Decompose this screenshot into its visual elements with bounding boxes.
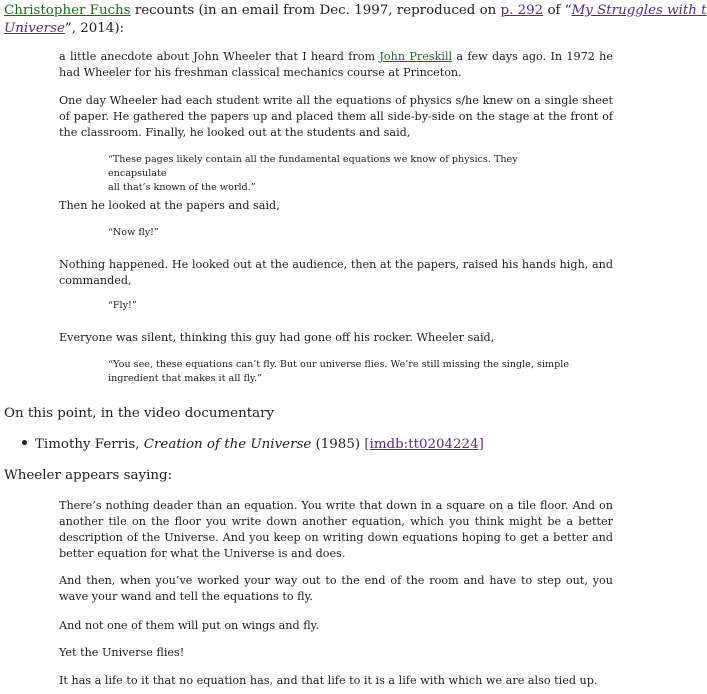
documentary-author: Timothy Ferris, (35, 437, 144, 452)
fuchs-p1-before: a little anecdote about John Wheeler that I heard from (59, 50, 380, 63)
inner-quote-pages-line-1: “These pages likely contain all the fundamental equations we know of physics. They encapsulate (108, 154, 518, 179)
preskill-link[interactable]: John Preskill (379, 50, 453, 63)
intro-of-text: of “ (543, 3, 572, 18)
wheeler-appears-paragraph: Wheeler appears saying: (4, 468, 173, 483)
wheeler-paragraph-4: Yet the Universe flies! (59, 646, 185, 659)
intro-paragraph (4, 2, 707, 38)
inner-quote-pages-line-2: all that’s known of the world.” (108, 182, 256, 193)
fuchs-paragraph-3: Then he looked at the papers and said, (59, 199, 280, 212)
fuchs-paragraph-1 (59, 49, 613, 81)
documentary-list-item (22, 436, 484, 454)
bullet-dot-icon (22, 440, 27, 445)
fuchs-paragraph-2: One day Wheeler had each student write all the equations of physics s/he knew on a single sheet of paper. He gathered the papers up and placed them all side-by-side on the stage at the front of the classroom. Finally, he looked out at the students and said, (59, 94, 613, 139)
inner-quote-universe-line-1: “You see, these equations can’t fly. But our universe flies. We’re still missing the single, simple (108, 359, 569, 370)
intro-tail-text: ”, 2014): (64, 21, 125, 36)
inner-quote-fly: “Fly!” (108, 300, 137, 311)
imdb-link[interactable]: [imdb:tt0204224] (364, 437, 484, 452)
intro-line-1 (4, 2, 707, 20)
wheeler-paragraph-1: There’s nothing deader than an equation. You write that down in a square on a tile floor. And on another tile on the floor you write down another equation, which you think might be a better description of the Universe. And you keep on writing down equations hoping to get a better and better equation for what the Universe is and does. (59, 499, 613, 560)
documentary-year: (1985) (311, 437, 365, 452)
inner-quote-universe-line-2: ingredient that makes it all fly.” (108, 373, 262, 384)
fuchs-paragraph-4: Nothing happened. He looked out at the audience, then at the papers, raised his hands high, and commanded, (59, 258, 613, 287)
book-link-continued[interactable]: Universe (4, 21, 65, 36)
inner-quote-universe-flies (108, 358, 578, 386)
wheeler-paragraph-5: It has a life to it that no equation has, and that life to it is a life with which we are also tied up. (59, 674, 598, 687)
page-link[interactable]: p. 292 (500, 3, 544, 18)
author-link[interactable]: Christopher Fuchs (4, 3, 131, 18)
fuchs-paragraph-5: Everyone was silent, thinking this guy had gone off his rocker. Wheeler said, (59, 331, 495, 344)
wheeler-paragraph-3: And not one of them will put on wings and fly. (59, 619, 320, 632)
on-this-point-paragraph: On this point, in the video documentary (4, 406, 275, 421)
book-link[interactable]: My Struggles with t (571, 3, 707, 18)
wheeler-paragraph-2: And then, when you’ve worked your way out to the end of the room and have to step out, you wave your wand and tell the equations to fly. (59, 574, 613, 603)
intro-recounts-text: recounts (in an email from Dec. 1997, reproduced on (130, 3, 501, 18)
inner-quote-pages (108, 153, 578, 195)
inner-quote-now-fly: “Now fly!” (108, 227, 159, 238)
intro-line-2 (4, 20, 644, 38)
documentary-title: Creation of the Universe (143, 437, 312, 452)
fuchs-p1-after: a few days ago. In 1972 he had Wheeler for his freshman classical mechanics course at Princeton. (59, 50, 613, 79)
